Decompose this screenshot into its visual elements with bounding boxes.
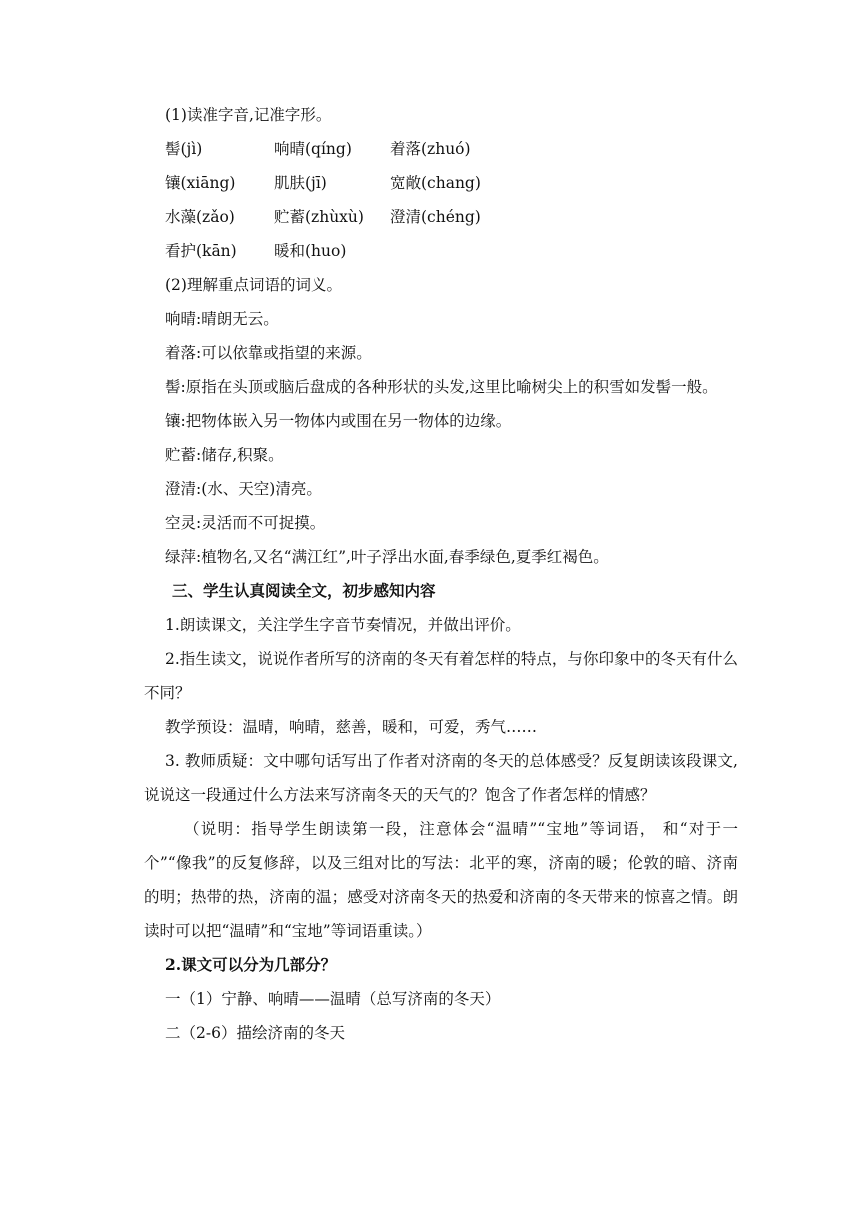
part3-item-2: 2.指生读文，说说作者所写的济南的冬天有着怎样的特点，与你印象中的冬天有什么不同？ <box>144 650 738 702</box>
pronunciation-row <box>144 132 738 166</box>
structure-part-2: 二（2-6）描绘济南的冬天 <box>165 1024 345 1042</box>
pronunciation-word: 镶(xiāng) <box>165 174 236 192</box>
pronunciation-word: 暖和(huo) <box>274 242 347 260</box>
section2-heading: (2)理解重点词语的词义。 <box>165 276 342 294</box>
pronunciation-word: 贮蓄(zhùxù) <box>274 208 364 226</box>
definition-item: 绿萍:植物名,又名“满江红”,叶子浮出水面,春季绿色,夏季红褐色。 <box>165 548 609 566</box>
pronunciation-word: 看护(kān) <box>165 242 237 260</box>
pronunciation-row <box>144 234 738 268</box>
pronunciation-word: 髻(jì) <box>165 140 203 158</box>
definition-item: 澄清:(水、天空)清亮。 <box>165 480 322 498</box>
teaching-preset: 教学预设：温晴，响晴，慈善，暖和，可爱，秀气…… <box>165 718 538 736</box>
structure-heading: 2.课文可以分为几部分？ <box>165 955 337 974</box>
pronunciation-word: 肌肤(jī) <box>274 174 327 192</box>
document-body <box>144 98 738 1050</box>
definition-item: 空灵:灵活而不可捉摸。 <box>165 514 326 532</box>
part3-item-3: 3. 教师质疑：文中哪句话写出了作者对济南的冬天的总体感受？反复朗读该段课文,说说这一段通过什么方法来写济南冬天的天气的？饱含了作者怎样的情感？ <box>144 752 738 804</box>
pronunciation-word: 着落(zhuó) <box>390 140 471 158</box>
pronunciation-word: 水藻(zǎo) <box>165 208 235 226</box>
definition-item: 髻:原指在头顶或脑后盘成的各种形状的头发,这里比喻树尖上的积雪如发髻一般。 <box>165 378 718 396</box>
pronunciation-word: 澄清(chéng) <box>390 208 481 226</box>
definition-item: 贮蓄:储存,积聚。 <box>165 446 284 464</box>
part3-heading: 三、学生认真阅读全文，初步感知内容 <box>172 581 436 600</box>
definition-item: 镶:把物体嵌入另一物体内或围在另一物体的边缘。 <box>165 412 512 430</box>
pronunciation-word: 宽敞(chang) <box>390 174 481 192</box>
structure-part-1: 一（1）宁静、响晴——温晴（总写济南的冬天） <box>165 990 501 1008</box>
section1-heading: (1)读准字音,记准字形。 <box>165 106 332 124</box>
definition-item: 着落:可以依靠或指望的来源。 <box>165 344 372 362</box>
definition-item: 响晴:晴朗无云。 <box>165 310 279 328</box>
part3-item-1: 1.朗读课文，关注学生字音节奏情况，并做出评价。 <box>165 616 521 634</box>
teaching-note: （说明：指导学生朗读第一段，注意体会“温晴”“宝地”等词语， 和“对于一个”“像我”的反复修辞，以及三组对比的写法：北平的寒，济南的暖；伦敦的暗、济南的明；热带的热，济南的温；感受对济南冬天的热爱和济南的冬天带来的惊喜之情。朗读时可以把“温晴”和“宝地”等词语重读。） <box>144 820 738 940</box>
pronunciation-word: 响晴(qíng) <box>274 140 352 158</box>
pronunciation-row <box>144 200 738 234</box>
pronunciation-row <box>144 166 738 200</box>
